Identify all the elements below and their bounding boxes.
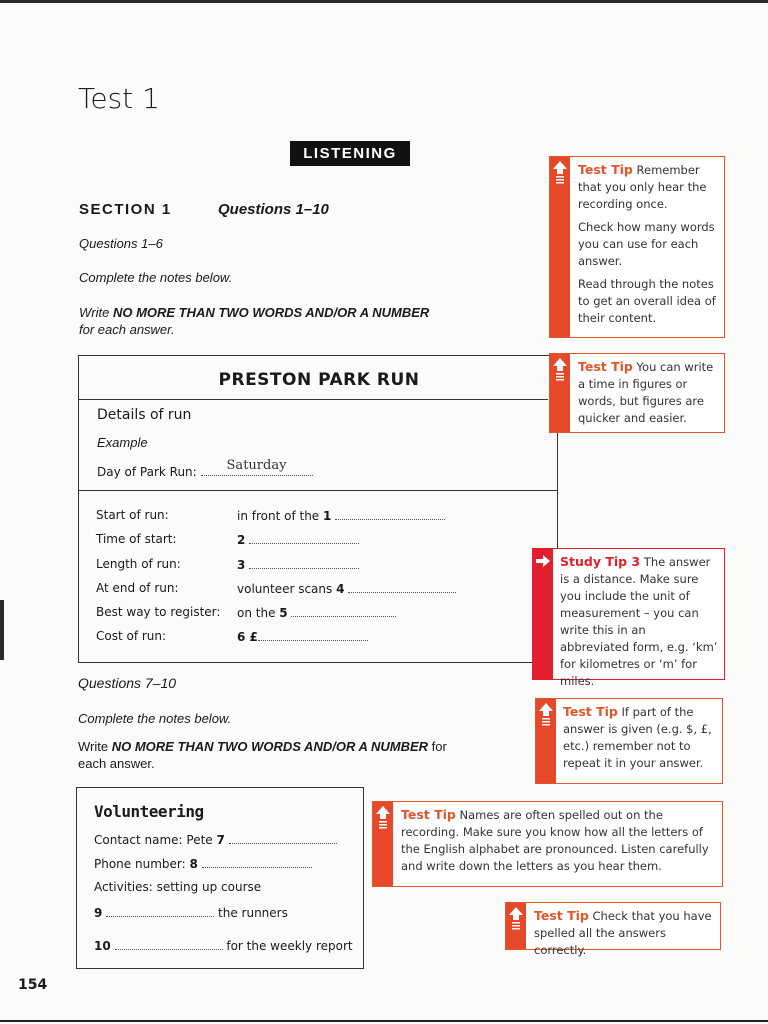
row-label: Time of start: xyxy=(96,532,177,546)
tip-heading: Test Tip xyxy=(563,704,618,719)
row-label: Cost of run: xyxy=(96,629,167,643)
tip-text: Remember that you only hear the recording once. xyxy=(578,163,707,211)
page-number: 154 xyxy=(18,977,48,993)
volunteering-title: Volunteering xyxy=(94,802,204,821)
question-number: 6 £ xyxy=(237,630,258,644)
example-line-label: Day of Park Run: xyxy=(97,465,197,479)
details-heading: Details of run xyxy=(97,407,192,423)
tip-body xyxy=(534,907,716,959)
q10-suffix: for the weekly report xyxy=(226,939,353,953)
row-label: Best way to register: xyxy=(96,605,221,619)
blank-line[interactable] xyxy=(249,532,359,544)
right-arrow-icon xyxy=(536,554,550,568)
blank-line[interactable] xyxy=(291,605,396,617)
questions-range: Questions 1–10 xyxy=(218,201,329,218)
up-arrow-icon xyxy=(509,907,523,931)
test-tip-6 xyxy=(505,902,721,957)
test-tip-4 xyxy=(535,698,723,784)
answer-field-3[interactable] xyxy=(237,557,359,572)
divider xyxy=(78,399,548,400)
question-number: 3 xyxy=(237,558,246,572)
q10-row[interactable] xyxy=(94,938,353,953)
row-label: Start of run: xyxy=(96,508,169,522)
tip-text: Read through the notes to get an overall idea of their content. xyxy=(578,277,716,325)
instruction-suffix: for xyxy=(428,739,447,754)
tip-text: If part of the answer is given (e.g. $, £, etc.) remember not to repeat it in your answer. xyxy=(563,705,712,770)
tip-text: Check that you have spelled all the answers correctly. xyxy=(534,909,712,957)
phone-row[interactable] xyxy=(94,856,312,871)
question-number: 1 xyxy=(323,509,332,523)
divider xyxy=(78,490,558,491)
study-bar xyxy=(533,549,553,679)
instruction-bold: NO MORE THAN TWO WORDS AND/OR A NUMBER xyxy=(111,739,429,754)
notes-title: PRESTON PARK RUN xyxy=(218,370,420,390)
row-label: At end of run: xyxy=(96,581,179,595)
activities-label: Activities: setting up course xyxy=(94,880,262,894)
answer-field-4[interactable] xyxy=(237,581,456,596)
example-line xyxy=(97,458,313,479)
test-tip-5 xyxy=(372,801,723,887)
instruction-prefix: Write xyxy=(78,739,112,754)
section-label: SECTION 1 xyxy=(79,201,172,218)
part2-instruction2 xyxy=(78,738,498,772)
tip-text: Check how many words you can use for each answer. xyxy=(578,220,715,268)
listening-banner: LISTENING xyxy=(290,141,410,166)
question-number: 7 xyxy=(216,833,225,847)
blank-line[interactable] xyxy=(202,856,312,868)
question-number: 9 xyxy=(94,906,103,920)
answer-field-1[interactable] xyxy=(237,508,445,523)
instruction-suffix: for each answer. xyxy=(79,322,175,337)
test-tip-1 xyxy=(549,156,725,338)
tip-body xyxy=(563,703,715,772)
tip-heading: Study Tip 3 xyxy=(560,554,641,569)
q9-suffix: the runners xyxy=(218,906,288,920)
test-tip-2 xyxy=(549,353,725,433)
blank-line[interactable] xyxy=(335,508,445,520)
row-prefix: in front of the xyxy=(237,509,320,523)
row-label: Length of run: xyxy=(96,557,181,571)
part2-instruction1: Complete the notes below. xyxy=(78,711,232,726)
tip-heading: Test Tip xyxy=(401,807,456,822)
up-arrow-icon xyxy=(539,703,553,727)
tip-text: Names are often spelled out on the recording. Make sure you know how all the letters of the English alphabet are pronounced. Listen carefully and write down the letters as you hear them. xyxy=(401,808,709,873)
blank-line[interactable] xyxy=(249,557,359,569)
part1-subheading: Questions 1–6 xyxy=(79,236,163,251)
row-prefix: on the xyxy=(237,606,276,620)
tip-body xyxy=(560,553,718,690)
instruction-line2: each answer. xyxy=(78,756,155,771)
top-border xyxy=(0,0,768,3)
example-answer: Saturday xyxy=(226,458,287,473)
up-arrow-icon xyxy=(553,358,567,382)
tip-body xyxy=(578,358,718,427)
up-arrow-icon xyxy=(553,161,567,185)
tip-text: You can write a time in figures or words, but figures are quicker and easier. xyxy=(578,360,714,425)
answer-field-6[interactable] xyxy=(237,629,368,644)
blank-line[interactable] xyxy=(106,905,214,917)
example-answer-field xyxy=(201,458,313,476)
tip-body xyxy=(578,161,718,327)
bottom-border xyxy=(0,1020,768,1022)
tip-text: The answer is a distance. Make sure you include the unit of measurement – you can write this in an abbreviated form, e.g. ‘km’ for kilometres or ‘m’ for miles. xyxy=(560,555,718,688)
study-tip-3 xyxy=(532,548,725,688)
blank-line[interactable] xyxy=(348,581,456,593)
tip-heading: Test Tip xyxy=(578,162,633,177)
contact-row[interactable] xyxy=(94,832,337,847)
example-label: Example xyxy=(97,435,148,450)
blank-line[interactable] xyxy=(229,832,337,844)
question-number: 10 xyxy=(94,939,111,953)
up-arrow-icon xyxy=(376,806,390,830)
instruction-prefix: Write xyxy=(79,305,113,320)
tip-body xyxy=(401,806,717,875)
page-title: Test 1 xyxy=(78,82,160,115)
part1-instruction2 xyxy=(79,304,499,338)
instruction-bold: NO MORE THAN TWO WORDS AND/OR A NUMBER xyxy=(112,305,430,320)
blank-line[interactable] xyxy=(115,938,223,950)
row-prefix: volunteer scans xyxy=(237,582,333,596)
part2-subheading: Questions 7–10 xyxy=(78,675,177,691)
part1-instruction1: Complete the notes below. xyxy=(79,270,233,285)
tip-heading: Test Tip xyxy=(534,908,589,923)
blank-line[interactable] xyxy=(258,629,368,641)
question-number: 4 xyxy=(336,582,345,596)
answer-field-5[interactable] xyxy=(237,605,396,620)
q9-row[interactable] xyxy=(94,905,288,920)
contact-label: Contact name: Pete xyxy=(94,833,213,847)
answer-field-2[interactable] xyxy=(237,532,359,547)
question-number: 5 xyxy=(279,606,288,620)
question-number: 8 xyxy=(189,857,198,871)
page-edge-mark xyxy=(0,600,4,660)
question-number: 2 xyxy=(237,533,246,547)
phone-label: Phone number: xyxy=(94,857,186,871)
tip-heading: Test Tip xyxy=(578,359,633,374)
